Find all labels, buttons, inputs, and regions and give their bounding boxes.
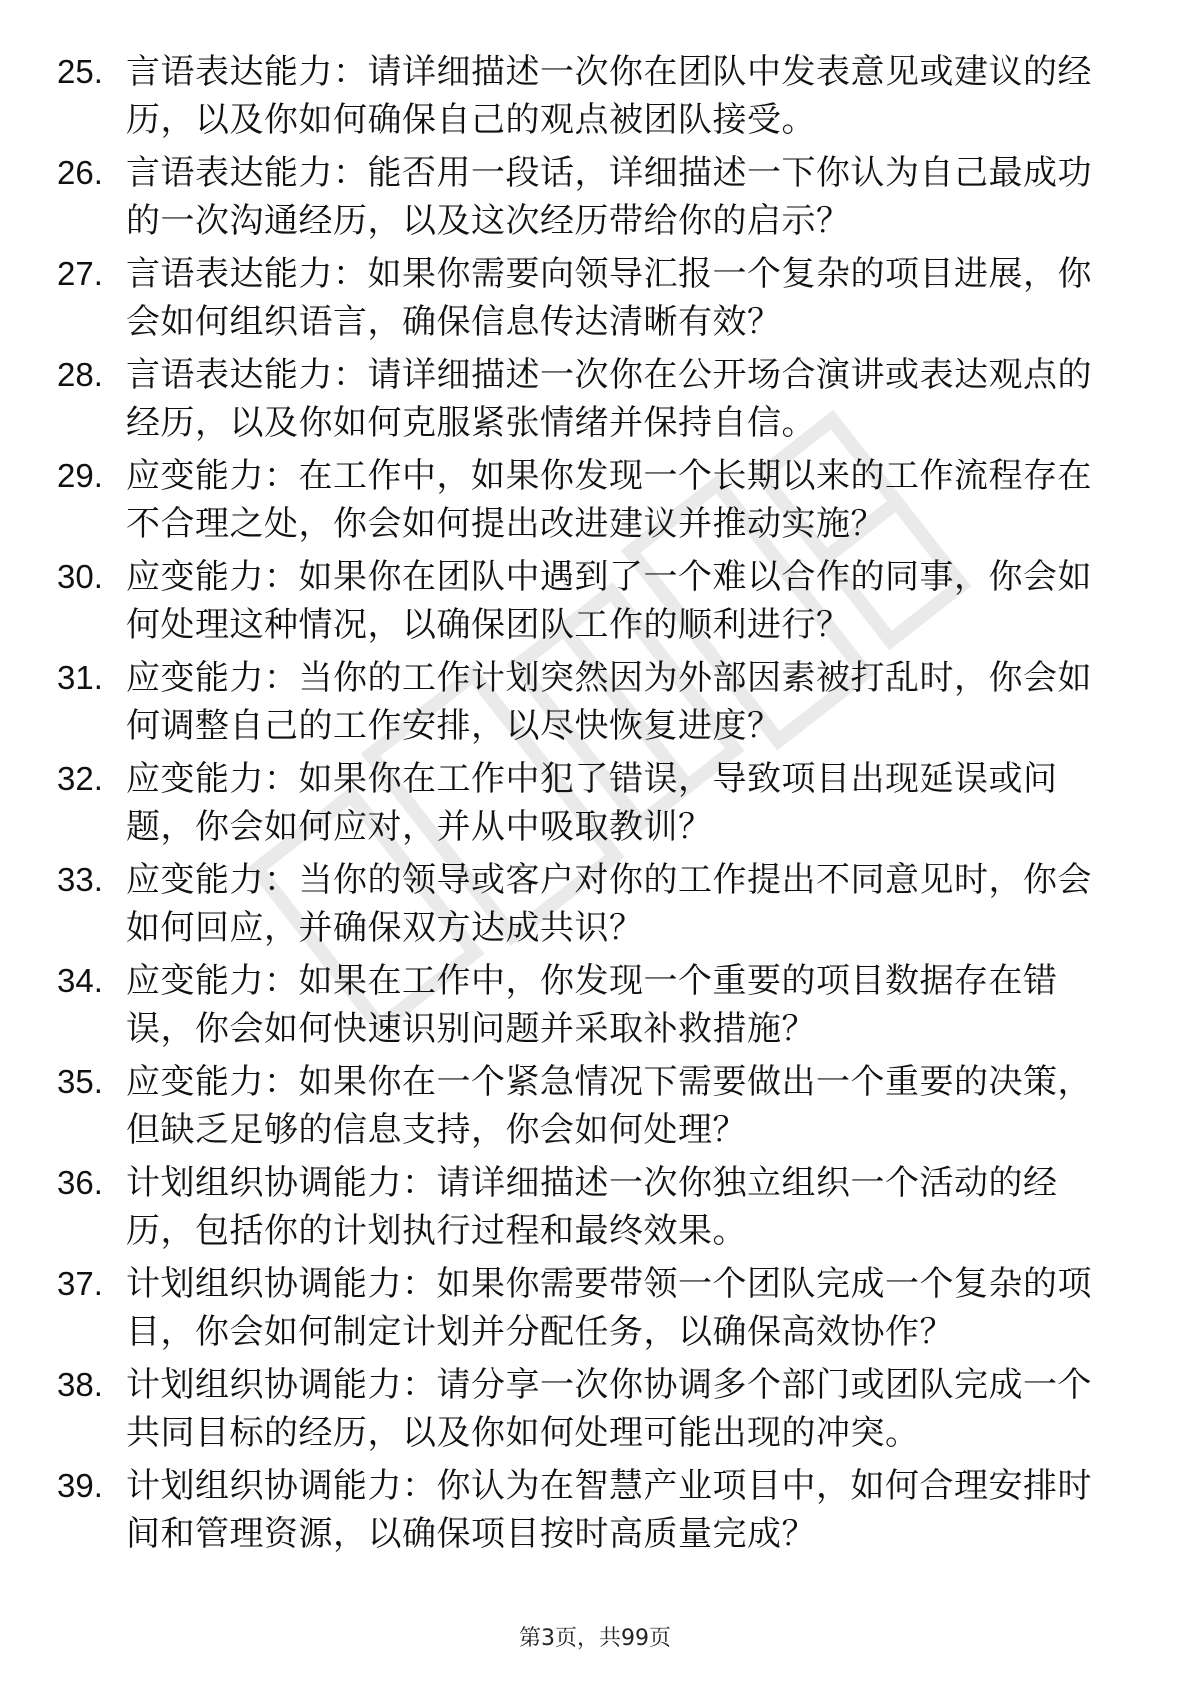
question-item <box>0 1260 1190 1356</box>
question-item <box>0 149 1190 245</box>
question-text: 应变能力：在工作中，如果你发现一个长期以来的工作流程存在不合理之处，你会如何提出改进建议并推动实施？ <box>126 456 1092 544</box>
question-item <box>0 654 1190 750</box>
question-item <box>0 351 1190 447</box>
question-text: 计划组织协调能力：请分享一次你协调多个部门或团队完成一个共同目标的经历，以及你如何处理可能出现的冲突。 <box>126 1365 1092 1453</box>
question-item <box>0 856 1190 952</box>
question-number: 29. <box>57 457 103 494</box>
question-item <box>0 755 1190 851</box>
question-item <box>0 250 1190 346</box>
question-number: 30. <box>57 558 103 595</box>
question-text: 言语表达能力：能否用一段话，详细描述一下你认为自己最成功的一次沟通经历，以及这次经历带给你的启示？ <box>126 153 1092 241</box>
page-footer <box>0 1621 1190 1652</box>
question-text: 言语表达能力：如果你需要向领导汇报一个复杂的项目进展，你会如何组织语言，确保信息传达清晰有效？ <box>126 254 1092 342</box>
question-item <box>0 1159 1190 1255</box>
question-number: 27. <box>57 255 103 292</box>
question-text: 应变能力：如果你在一个紧急情况下需要做出一个重要的决策，但缺乏足够的信息支持，你会如何处理？ <box>126 1062 1092 1150</box>
question-text: 计划组织协调能力：请详细描述一次你独立组织一个活动的经历，包括你的计划执行过程和最终效果。 <box>126 1163 1058 1251</box>
question-number: 38. <box>57 1366 103 1403</box>
question-item <box>0 1361 1190 1457</box>
question-text: 计划组织协调能力：如果你需要带领一个团队完成一个复杂的项目，你会如何制定计划并分配任务，以确保高效协作？ <box>126 1264 1092 1352</box>
question-text: 计划组织协调能力：你认为在智慧产业项目中，如何合理安排时间和管理资源，以确保项目按时高质量完成？ <box>126 1466 1092 1554</box>
question-text: 应变能力：如果在工作中，你发现一个重要的项目数据存在错误，你会如何快速识别问题并采取补救措施？ <box>126 961 1058 1049</box>
question-item <box>0 553 1190 649</box>
question-list <box>0 48 1190 1563</box>
question-number: 32. <box>57 760 103 797</box>
question-number: 37. <box>57 1265 103 1302</box>
question-number: 26. <box>57 154 103 191</box>
question-item <box>0 48 1190 144</box>
question-item <box>0 452 1190 548</box>
question-text: 应变能力：当你的领导或客户对你的工作提出不同意见时，你会如何回应，并确保双方达成共识？ <box>126 860 1092 948</box>
question-number: 33. <box>57 861 103 898</box>
question-number: 28. <box>57 356 103 393</box>
question-text: 言语表达能力：请详细描述一次你在公开场合演讲或表达观点的经历，以及你如何克服紧张情绪并保持自信。 <box>126 355 1092 443</box>
question-number: 36. <box>57 1164 103 1201</box>
page-indicator: 第3页，共99页 <box>519 1626 671 1651</box>
question-item <box>0 1462 1190 1558</box>
question-number: 39. <box>57 1467 103 1504</box>
question-number: 35. <box>57 1063 103 1100</box>
question-number: 31. <box>57 659 103 696</box>
question-number: 25. <box>57 53 103 90</box>
question-item <box>0 1058 1190 1154</box>
question-text: 应变能力：如果你在团队中遇到了一个难以合作的同事，你会如何处理这种情况，以确保团队工作的顺利进行？ <box>126 557 1092 645</box>
question-item <box>0 957 1190 1053</box>
question-text: 应变能力：如果你在工作中犯了错误，导致项目出现延误或问题，你会如何应对，并从中吸取教训？ <box>126 759 1058 847</box>
question-text: 应变能力：当你的工作计划突然因为外部因素被打乱时，你会如何调整自己的工作安排，以尽快恢复进度？ <box>126 658 1092 746</box>
question-number: 34. <box>57 962 103 999</box>
question-text: 言语表达能力：请详细描述一次你在团队中发表意见或建议的经历，以及你如何确保自己的观点被团队接受。 <box>126 52 1092 140</box>
